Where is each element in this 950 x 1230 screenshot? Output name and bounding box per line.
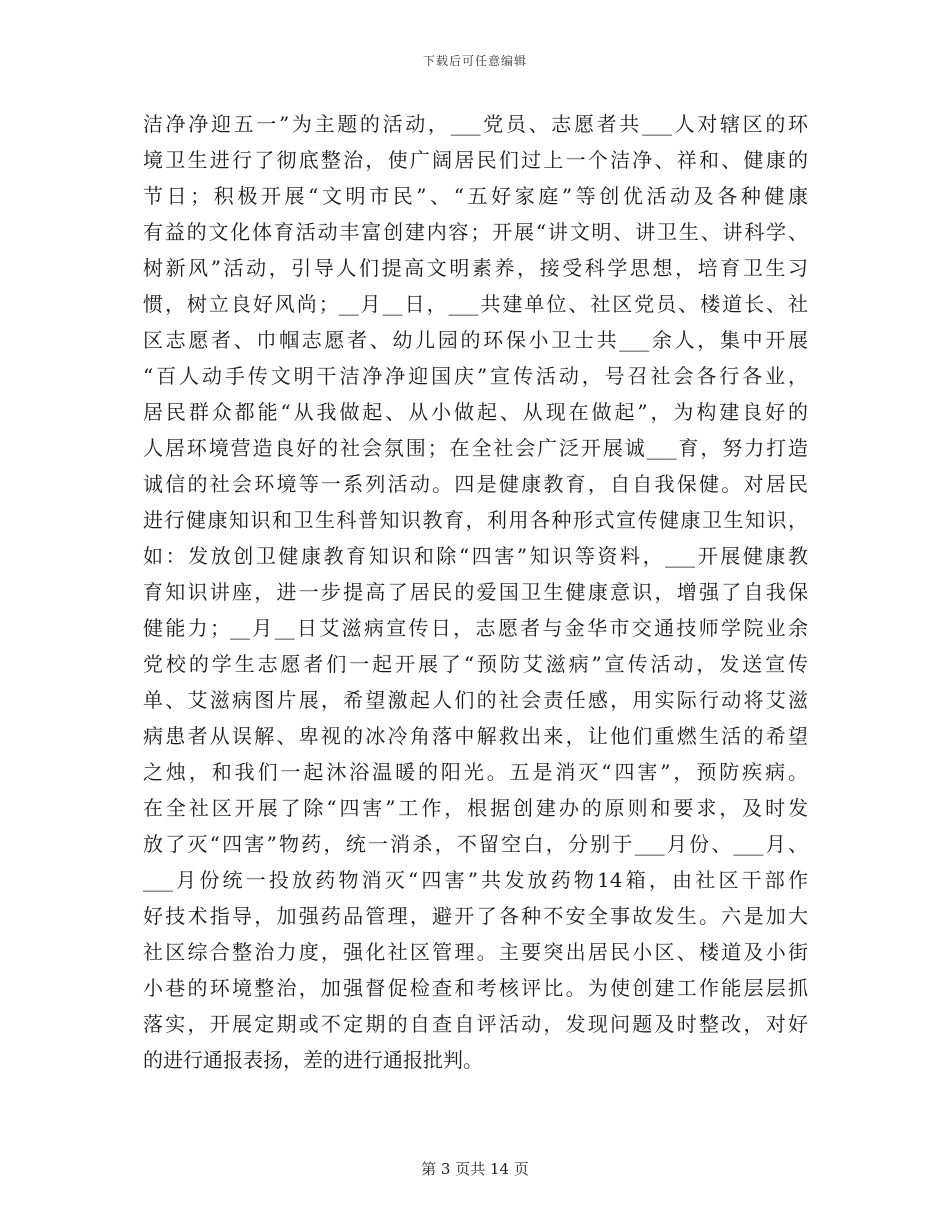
body-line: 区志愿者、巾帼志愿者、幼儿园的环保小卫士共___余人，集中开展 [143,328,808,352]
body-line: “百人动手传文明干洁净净迎国庆”宣传活动，号召社会各行各业， [143,364,808,388]
body-line: 如：发放创卫健康教育知识和除“四害”知识等资料，___开展健康教 [143,544,808,568]
body-line: 之烛，和我们一起沐浴温暖的阳光。五是消灭“四害”，预防疾病。 [143,760,808,784]
body-line: 诚信的社会环境等一系列活动。四是健康教育，自自我保健。对居民 [143,472,808,496]
body-line: 在全社区开展了除“四害”工作，根据创建办的原则和要求，及时发 [143,796,808,820]
body-line: 有益的文化体育活动丰富创建内容；开展“讲文明、讲卫生、讲科学、 [143,220,808,244]
body-line: 社区综合整治力度，强化社区管理。主要突出居民小区、楼道及小街 [143,940,808,964]
body-line: 小巷的环境整治，加强督促检查和考核评比。为使创建工作能层层抓 [143,976,808,1000]
body-line: 病患者从误解、卑视的冰冷角落中解救出来，让他们重燃生活的希望 [143,724,808,748]
body-line: 惯，树立良好风尚；__月__日，___共建单位、社区党员、楼道长、社 [143,292,808,316]
body-line: 居民群众都能“从我做起、从小做起、从现在做起”，为构建良好的 [143,400,808,424]
body-line: 落实，开展定期或不定期的自查自评活动，发现问题及时整改，对好 [143,1012,808,1036]
body-line: 单、艾滋病图片展，希望激起人们的社会责任感，用实际行动将艾滋 [143,688,808,712]
body-line: ___月份统一投放药物消灭“四害”共发放药物14箱，由社区干部作 [143,868,808,892]
body-line: 好技术指导，加强药品管理，避开了各种不安全事故发生。六是加大 [143,904,808,928]
body-line: 放了灭“四害”物药，统一消杀，不留空白，分别于___月份、___月、 [143,832,808,856]
body-line: 进行健康知识和卫生科普知识教育，利用各种形式宣传健康卫生知识， [143,508,808,532]
page-number: 第 3 页共 14 页 [421,1160,529,1178]
body-line: 党校的学生志愿者们一起开展了“预防艾滋病”宣传活动，发送宣传 [143,652,808,676]
body-line: 节日；积极开展“文明市民”、“五好家庭”等创优活动及各种健康 [143,184,808,208]
page-header-note: 下载后可任意编辑 [422,54,527,68]
body-line: 洁净净迎五一”为主题的活动，___党员、志愿者共___人对辖区的环 [143,112,808,136]
body-line: 育知识讲座，进一步提高了居民的爱国卫生健康意识，增强了自我保 [143,580,808,604]
body-line: 健能力；__月__日艾滋病宣传日，志愿者与金华市交通技师学院业余 [143,616,808,640]
body-line: 的进行通报表扬，差的进行通报批判。 [143,1048,483,1072]
document-body [143,106,808,1078]
body-line: 树新风”活动，引导人们提高文明素养，接受科学思想，培育卫生习 [143,256,808,280]
body-line: 境卫生进行了彻底整治，使广阔居民们过上一个洁净、祥和、健康的 [143,148,808,172]
body-line: 人居环境营造良好的社会氛围；在全社会广泛开展诚___育，努力打造 [143,436,808,460]
